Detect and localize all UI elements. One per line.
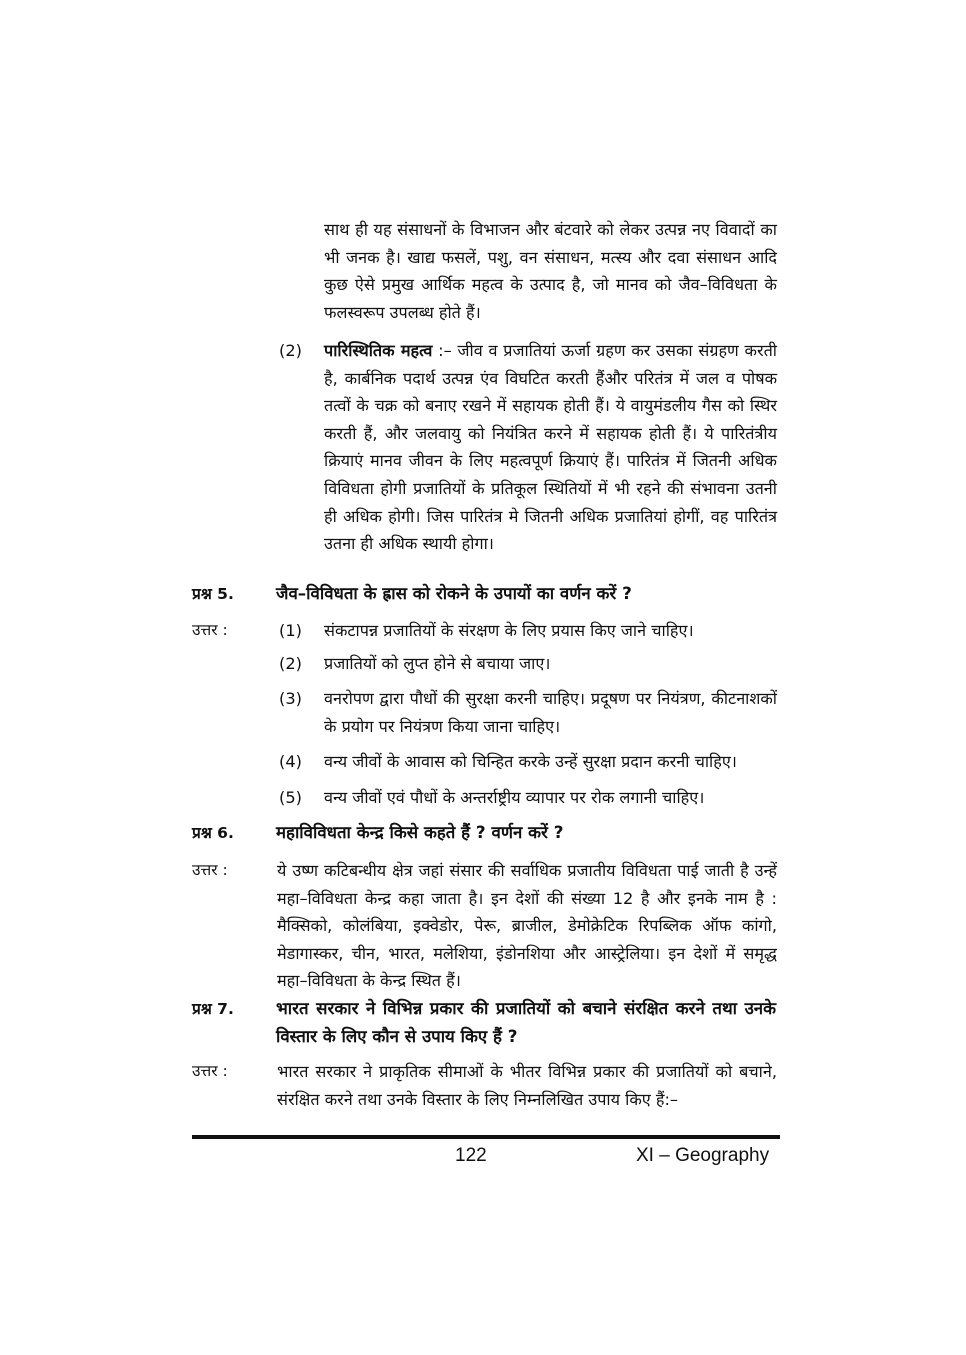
q7-answer-label: उत्तर : [192,1062,228,1080]
q5-answer-4-text: वन्य जीवों के आवास को चिन्हित करके उन्हें सुरक्षा प्रदान करनी चाहिए। [324,752,737,771]
q5-answer-4-number: (4) [279,752,302,771]
q5-answer-label: उत्तर : [192,621,228,639]
item-2-text: जीव व प्रजातियां ऊर्जा ग्रहण कर उसका संग्रहण करती है, कार्बनिक पदार्थ उत्पन्न एंव विघटित करती हैंऔर परितंत्र में जल व पोषक तत्वों के चक्र को बनाए रखने में सहायक होती हैं। ये वायुमंडलीय गैस को स्थिर करती हैं, और जलवायु को नियंत्रित करने में सहायक होती हैं। ये पारितंत्रीय क्रियाएं मानव जीवन के लिए महत्वपूर्ण क्रियाएं हैं। पारितंत्र में जितनी अधिक विविधता होगी प्रजातियों के प्रतिकूल स्थितियों में भी रहने की संभावना उतनी ही अधिक होगी। जिस पारितंत्र मे जितनी अधिक प्रजातियां होगीं, वह पारितंत्र उतना ही अधिक स्थायी होगा। [324,341,777,554]
q7-question: भारत सरकार ने विभिन्न प्रकार की प्रजातियों को बचाने संरक्षित करने तथा उनके विस्तार के लिए कौन से उपाय किए हैं ? [276,998,776,1046]
q5-answer-2-text: प्रजातियों को लुप्त होने से बचाया जाए। [324,654,551,673]
q6-answer-label: उत्तर : [192,861,228,879]
q5-answer-1-number: (1) [279,621,302,640]
page-number: 122 [455,1145,487,1166]
q6-label: प्रश्न 6. [192,824,234,842]
q5-label: प्रश्न 5. [192,585,234,603]
footer-subject: XI – Geography [636,1145,770,1166]
q5-answer-2-number: (2) [279,654,302,673]
item-2-paragraph [324,337,777,558]
q5-answer-5-number: (5) [279,788,302,807]
item-2-separator: :– [432,341,458,360]
q7-label: प्रश्न 7. [192,1000,234,1018]
q5-answer-3-text: वनरोपण द्वारा पौधों की सुरक्षा करनी चाहिए। प्रदूषण पर नियंत्रण, कीटनाशकों के प्रयोग पर नियंत्रण किया जाना चाहिए। [324,689,777,736]
footer-rule [192,1135,780,1139]
q6-question: महाविविधता केन्द्र किसे कहते हैं ? वर्णन करें ? [276,822,564,842]
item-2-number: (2) [279,341,302,360]
q6-answer: ये उष्ण कटिबन्धीय क्षेत्र जहां संसार की सर्वाधिक प्रजातीय विविधता पाई जाती है उन्हें महा–विविधता केन्द्र कहा जाता है। इन देशों की संख्या 12 है और इनके नाम है : मैक्सिको, कोलंबिया, इक्वेडोर, पेरू, ब्राजील, डेमोक्रेटिक रिपब्लिक ऑफ कांगो, मेडागास्कर, चीन, भारत, मलेशिया, इंडोनशिया और आस्ट्रेलिया। इन देशों में समृद्ध महा–विविधता के केन्द्र स्थित हैं। [277,861,777,991]
q5-answer-5-text: वन्य जीवों एवं पौधों के अन्तर्राष्ट्रीय व्यापार पर रोक लगानी चाहिए। [324,788,705,807]
q5-answer-3-number: (3) [279,689,302,708]
q5-answer-1-text: संकटापन्न प्रजातियों के संरक्षण के लिए प्रयास किए जाने चाहिए। [324,621,694,640]
item-2-term: पारिस्थितिक महत्व [324,341,433,360]
q7-answer: भारत सरकार ने प्राकृतिक सीमाओं के भीतर विभिन्न प्रकार की प्रजातियों को बचाने, संरक्षित करने तथा उनके विस्तार के लिए निम्नलिखित उपाय किए हैं:– [277,1062,777,1109]
intro-paragraph: साथ ही यह संसाधनों के विभाजन और बंटवारे को लेकर उत्पन्न नए विवादों का भी जनक है। खाद्य फसलें, पशु, वन संसाधन, मत्स्य और दवा संसाधन आदि कुछ ऐसे प्रमुख आर्थिक महत्व के उत्पाद है, जो मानव को जैव–विविधता के फलस्वरूप उपलब्ध होते हैं। [324,220,777,322]
q5-question: जैव–विविधता के ह्रास को रोकने के उपायों का वर्णन करें ? [276,583,632,603]
